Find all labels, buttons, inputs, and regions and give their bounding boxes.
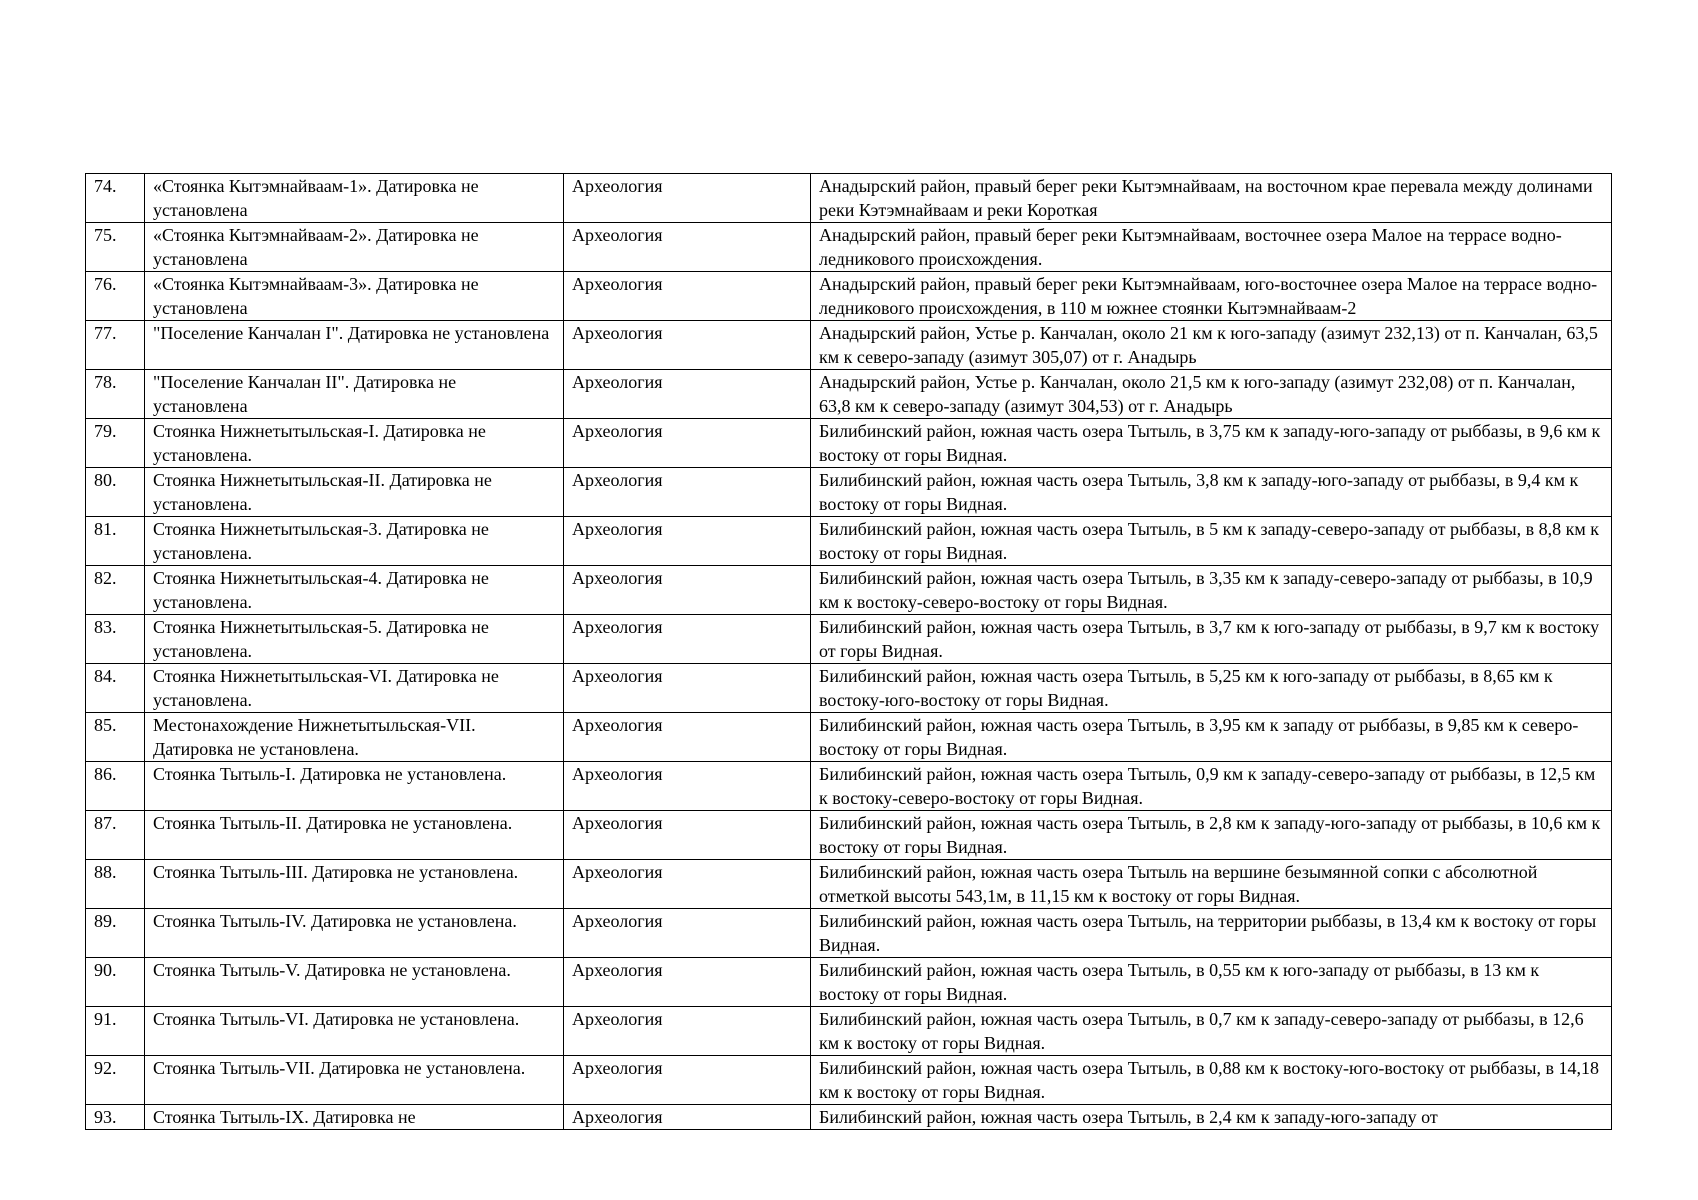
site-type: Археология [564,713,811,762]
site-name: Стоянка Тытыль-VII. Датировка не установлена. [145,1056,564,1105]
site-type: Археология [564,909,811,958]
site-location: Анадырский район, Устье р. Канчалан, около 21 км к юго-западу (азимут 232,13) от п. Канчалан, 63,5 км к северо-западу (азимут 305,07) от г. Анадырь [811,321,1612,370]
site-location: Билибинский район, южная часть озера Тытыль, в 0,55 км к юго-западу от рыббазы, в 13 км к востоку от горы Видная. [811,958,1612,1007]
row-number: 86. [86,762,145,811]
table-row [86,615,1612,664]
site-location: Билибинский район, южная часть озера Тытыль, в 3,95 км к западу от рыббазы, в 9,85 км к северо-востоку от горы Видная. [811,713,1612,762]
site-location: Анадырский район, правый берег реки Кытэмнайваам, восточнее озера Малое на террасе водно-ледникового происхождения. [811,223,1612,272]
site-location: Билибинский район, южная часть озера Тытыль, в 0,7 км к западу-северо-западу от рыббазы, в 12,6 км к востоку от горы Видная. [811,1007,1612,1056]
row-number: 76. [86,272,145,321]
site-location: Билибинский район, южная часть озера Тытыль, в 5,25 км к юго-западу от рыббазы, в 8,65 км к востоку-юго-востоку от горы Видная. [811,664,1612,713]
row-number: 91. [86,1007,145,1056]
site-name: Стоянка Тытыль-III. Датировка не установлена. [145,860,564,909]
table-row [86,370,1612,419]
row-number: 74. [86,174,145,223]
site-location: Билибинский район, южная часть озера Тытыль, 3,8 км к западу-юго-западу от рыббазы, в 9,4 км к востоку от горы Видная. [811,468,1612,517]
site-location: Билибинский район, южная часть озера Тытыль, в 3,75 км к западу-юго-западу от рыббазы, в 9,6 км к востоку от горы Видная. [811,419,1612,468]
row-number: 85. [86,713,145,762]
table-row [86,762,1612,811]
site-name: «Стоянка Кытэмнайваам-3». Датировка не установлена [145,272,564,321]
site-type: Археология [564,1056,811,1105]
site-location: Билибинский район, южная часть озера Тытыль, на территории рыббазы, в 13,4 км к востоку от горы Видная. [811,909,1612,958]
table-row [86,1007,1612,1056]
table-body [86,174,1612,1130]
site-type: Археология [564,615,811,664]
site-name: Стоянка Нижнетытыльская-VI. Датировка не установлена. [145,664,564,713]
site-location: Анадырский район, Устье р. Канчалан, около 21,5 км к юго-западу (азимут 232,08) от п. Канчалан, 63,8 км к северо-западу (азимут 304,53) от г. Анадырь [811,370,1612,419]
site-name: Стоянка Тытыль-I. Датировка не установлена. [145,762,564,811]
site-location: Билибинский район, южная часть озера Тытыль, в 3,35 км к западу-северо-западу от рыббазы, в 10,9 км к востоку-северо-востоку от горы Видная. [811,566,1612,615]
table-row [86,958,1612,1007]
table-row [86,468,1612,517]
row-number: 90. [86,958,145,1007]
row-number: 81. [86,517,145,566]
site-location: Билибинский район, южная часть озера Тытыль, в 3,7 км к юго-западу от рыббазы, в 9,7 км к востоку от горы Видная. [811,615,1612,664]
site-type: Археология [564,468,811,517]
site-name: Стоянка Нижнетытыльская-4. Датировка не установлена. [145,566,564,615]
table-row [86,566,1612,615]
site-type: Археология [564,1105,811,1130]
row-number: 77. [86,321,145,370]
site-type: Археология [564,321,811,370]
site-type: Археология [564,174,811,223]
site-location: Билибинский район, южная часть озера Тытыль, в 5 км к западу-северо-западу от рыббазы, в 8,8 км к востоку от горы Видная. [811,517,1612,566]
table-row [86,517,1612,566]
site-type: Археология [564,223,811,272]
table-row [86,321,1612,370]
row-number: 83. [86,615,145,664]
row-number: 89. [86,909,145,958]
site-location: Билибинский район, южная часть озера Тытыль, в 0,88 км к востоку-юго-востоку от рыббазы, в 14,18 км к востоку от горы Видная. [811,1056,1612,1105]
row-number: 93. [86,1105,145,1130]
table-row [86,909,1612,958]
site-type: Археология [564,1007,811,1056]
table-row [86,664,1612,713]
site-type: Археология [564,958,811,1007]
site-type: Археология [564,419,811,468]
table-row [86,272,1612,321]
table-row [86,713,1612,762]
site-name: "Поселение Канчалан II". Датировка не установлена [145,370,564,419]
site-type: Археология [564,517,811,566]
table-row [86,1105,1612,1130]
heritage-table [85,173,1612,1130]
site-name: Стоянка Тытыль-V. Датировка не установлена. [145,958,564,1007]
site-name: "Поселение Канчалан I". Датировка не установлена [145,321,564,370]
site-location: Анадырский район, правый берег реки Кытэмнайваам, юго-восточнее озера Малое на террасе водно-ледникового происхождения, в 110 м южнее стоянки Кытэмнайваам-2 [811,272,1612,321]
site-name: «Стоянка Кытэмнайваам-1». Датировка не установлена [145,174,564,223]
table-row [86,1056,1612,1105]
row-number: 84. [86,664,145,713]
row-number: 88. [86,860,145,909]
row-number: 80. [86,468,145,517]
table-row [86,419,1612,468]
row-number: 92. [86,1056,145,1105]
site-type: Археология [564,566,811,615]
site-name: Стоянка Нижнетытыльская-II. Датировка не установлена. [145,468,564,517]
site-name: Стоянка Нижнетытыльская-5. Датировка не установлена. [145,615,564,664]
table-row [86,174,1612,223]
site-type: Археология [564,762,811,811]
site-name: Стоянка Нижнетытыльская-3. Датировка не установлена. [145,517,564,566]
site-name: Стоянка Тытыль-IV. Датировка не установлена. [145,909,564,958]
table-row [86,811,1612,860]
row-number: 87. [86,811,145,860]
row-number: 75. [86,223,145,272]
site-location: Билибинский район, южная часть озера Тытыль, в 2,4 км к западу-юго-западу от [811,1105,1612,1130]
site-name: Местонахождение Нижнетытыльская-VII. Датировка не установлена. [145,713,564,762]
site-name: Стоянка Тытыль-VI. Датировка не установлена. [145,1007,564,1056]
site-location: Билибинский район, южная часть озера Тытыль, 0,9 км к западу-северо-западу от рыббазы, в 12,5 км к востоку-северо-востоку от горы Видная. [811,762,1612,811]
site-name: Стоянка Нижнетытыльская-I. Датировка не установлена. [145,419,564,468]
row-number: 79. [86,419,145,468]
row-number: 82. [86,566,145,615]
site-location: Билибинский район, южная часть озера Тытыль на вершине безымянной сопки с абсолютной отметкой высоты 543,1м, в 11,15 км к востоку от горы Видная. [811,860,1612,909]
site-location: Билибинский район, южная часть озера Тытыль, в 2,8 км к западу-юго-западу от рыббазы, в 10,6 км к востоку от горы Видная. [811,811,1612,860]
table-row [86,860,1612,909]
table-row [86,223,1612,272]
site-type: Археология [564,860,811,909]
row-number: 78. [86,370,145,419]
site-name: «Стоянка Кытэмнайваам-2». Датировка не установлена [145,223,564,272]
site-type: Археология [564,370,811,419]
site-name: Стоянка Тытыль-IX. Датировка не [145,1105,564,1130]
site-type: Археология [564,664,811,713]
site-name: Стоянка Тытыль-II. Датировка не установлена. [145,811,564,860]
site-type: Археология [564,811,811,860]
site-type: Археология [564,272,811,321]
site-location: Анадырский район, правый берег реки Кытэмнайваам, на восточном крае перевала между долинами реки Кэтэмнайваам и реки Короткая [811,174,1612,223]
